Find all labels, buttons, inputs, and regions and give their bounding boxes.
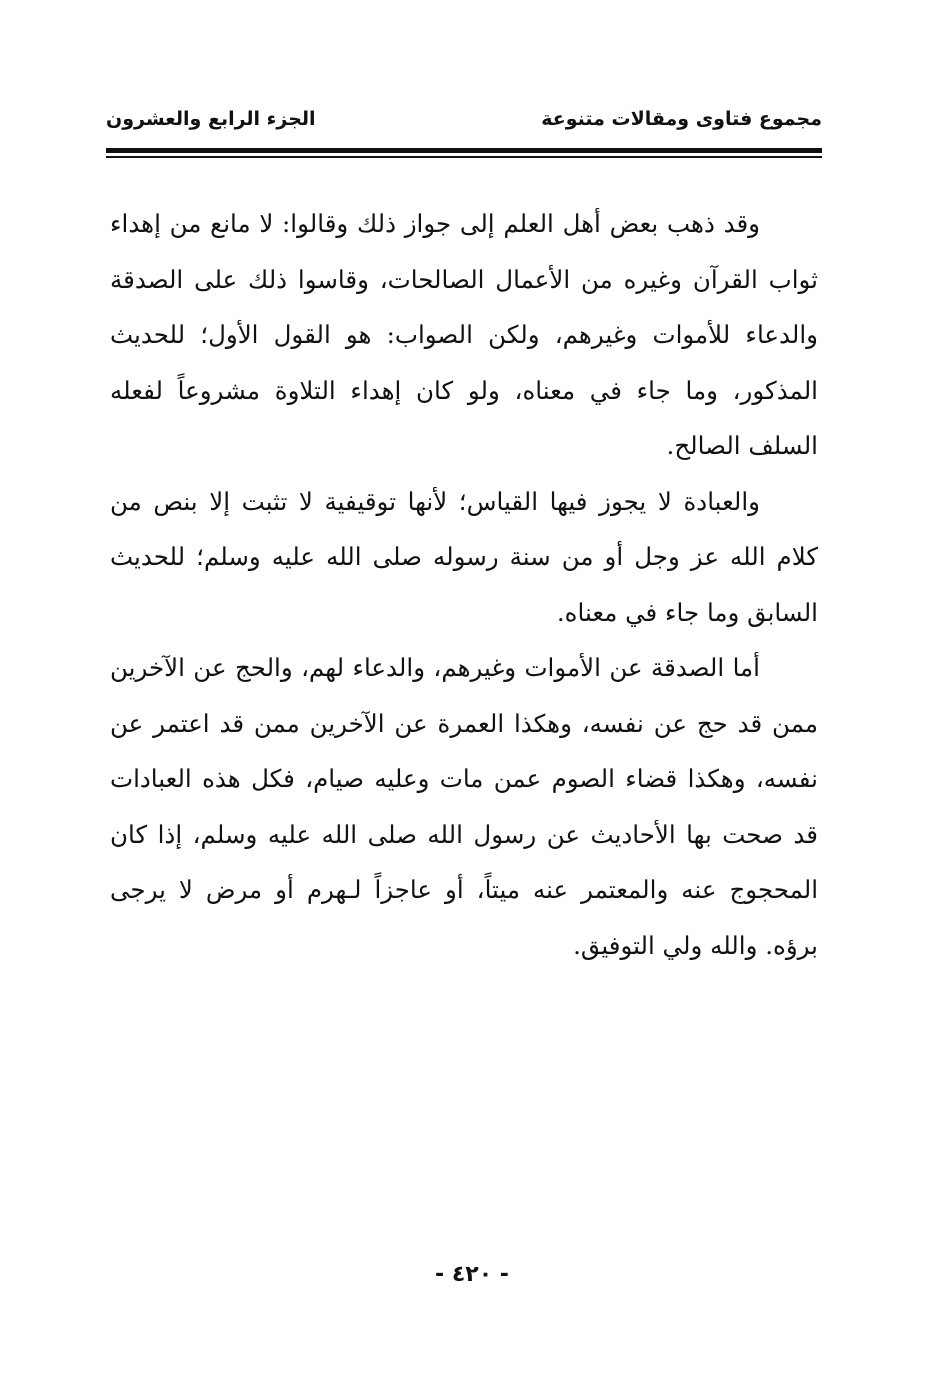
page-number: - ٤٢٠ -	[435, 1262, 509, 1287]
header-rule-thin	[106, 156, 822, 158]
paragraph: والعبادة لا يجوز فيها القياس؛ لأنها توقيفية لا تثبت إلا بنص من كلام الله عز وجل أو من سنة رسوله صلى الله عليه وسلم؛ للحديث السابق وما جاء في معناه.	[110, 486, 818, 627]
book-title: مجموع فتاوى ومقالات متنوعة	[541, 108, 822, 130]
paragraph: أما الصدقة عن الأموات وغيرهم، والدعاء لهم، والحج عن الآخرين ممن قد حج عن نفسه، وهكذا العمرة عن الآخرين ممن قد اعتمر عن نفسه، وهكذا قضاء الصوم عمن مات وعليه صيام، فكل هذه العبادات قد صحت بها الأحاديث عن رسول الله صلى الله عليه وسلم، إذا كان المحجوج عنه والمعتمر عنه ميتاً، أو عاجزاً لـهرم أو مرض لا يرجى برؤه. والله ولي التوفيق.	[110, 653, 818, 960]
body-text	[110, 196, 818, 973]
volume-label: الجزء الرابع والعشرون	[106, 108, 316, 130]
header-rule-thick	[106, 148, 822, 153]
paragraph: وقد ذهب بعض أهل العلم إلى جواز ذلك وقالوا: لا مانع من إهداء ثواب القرآن وغيره من الأعمال الصالحات، وقاسوا ذلك على الصدقة والدعاء للأموات وغيرهم، ولكن الصواب: هو القول الأول؛ للحديث المذكور، وما جاء في معناه، ولو كان إهداء التلاوة مشروعاً لفعله السلف الصالح.	[110, 209, 818, 460]
running-header	[106, 108, 822, 144]
